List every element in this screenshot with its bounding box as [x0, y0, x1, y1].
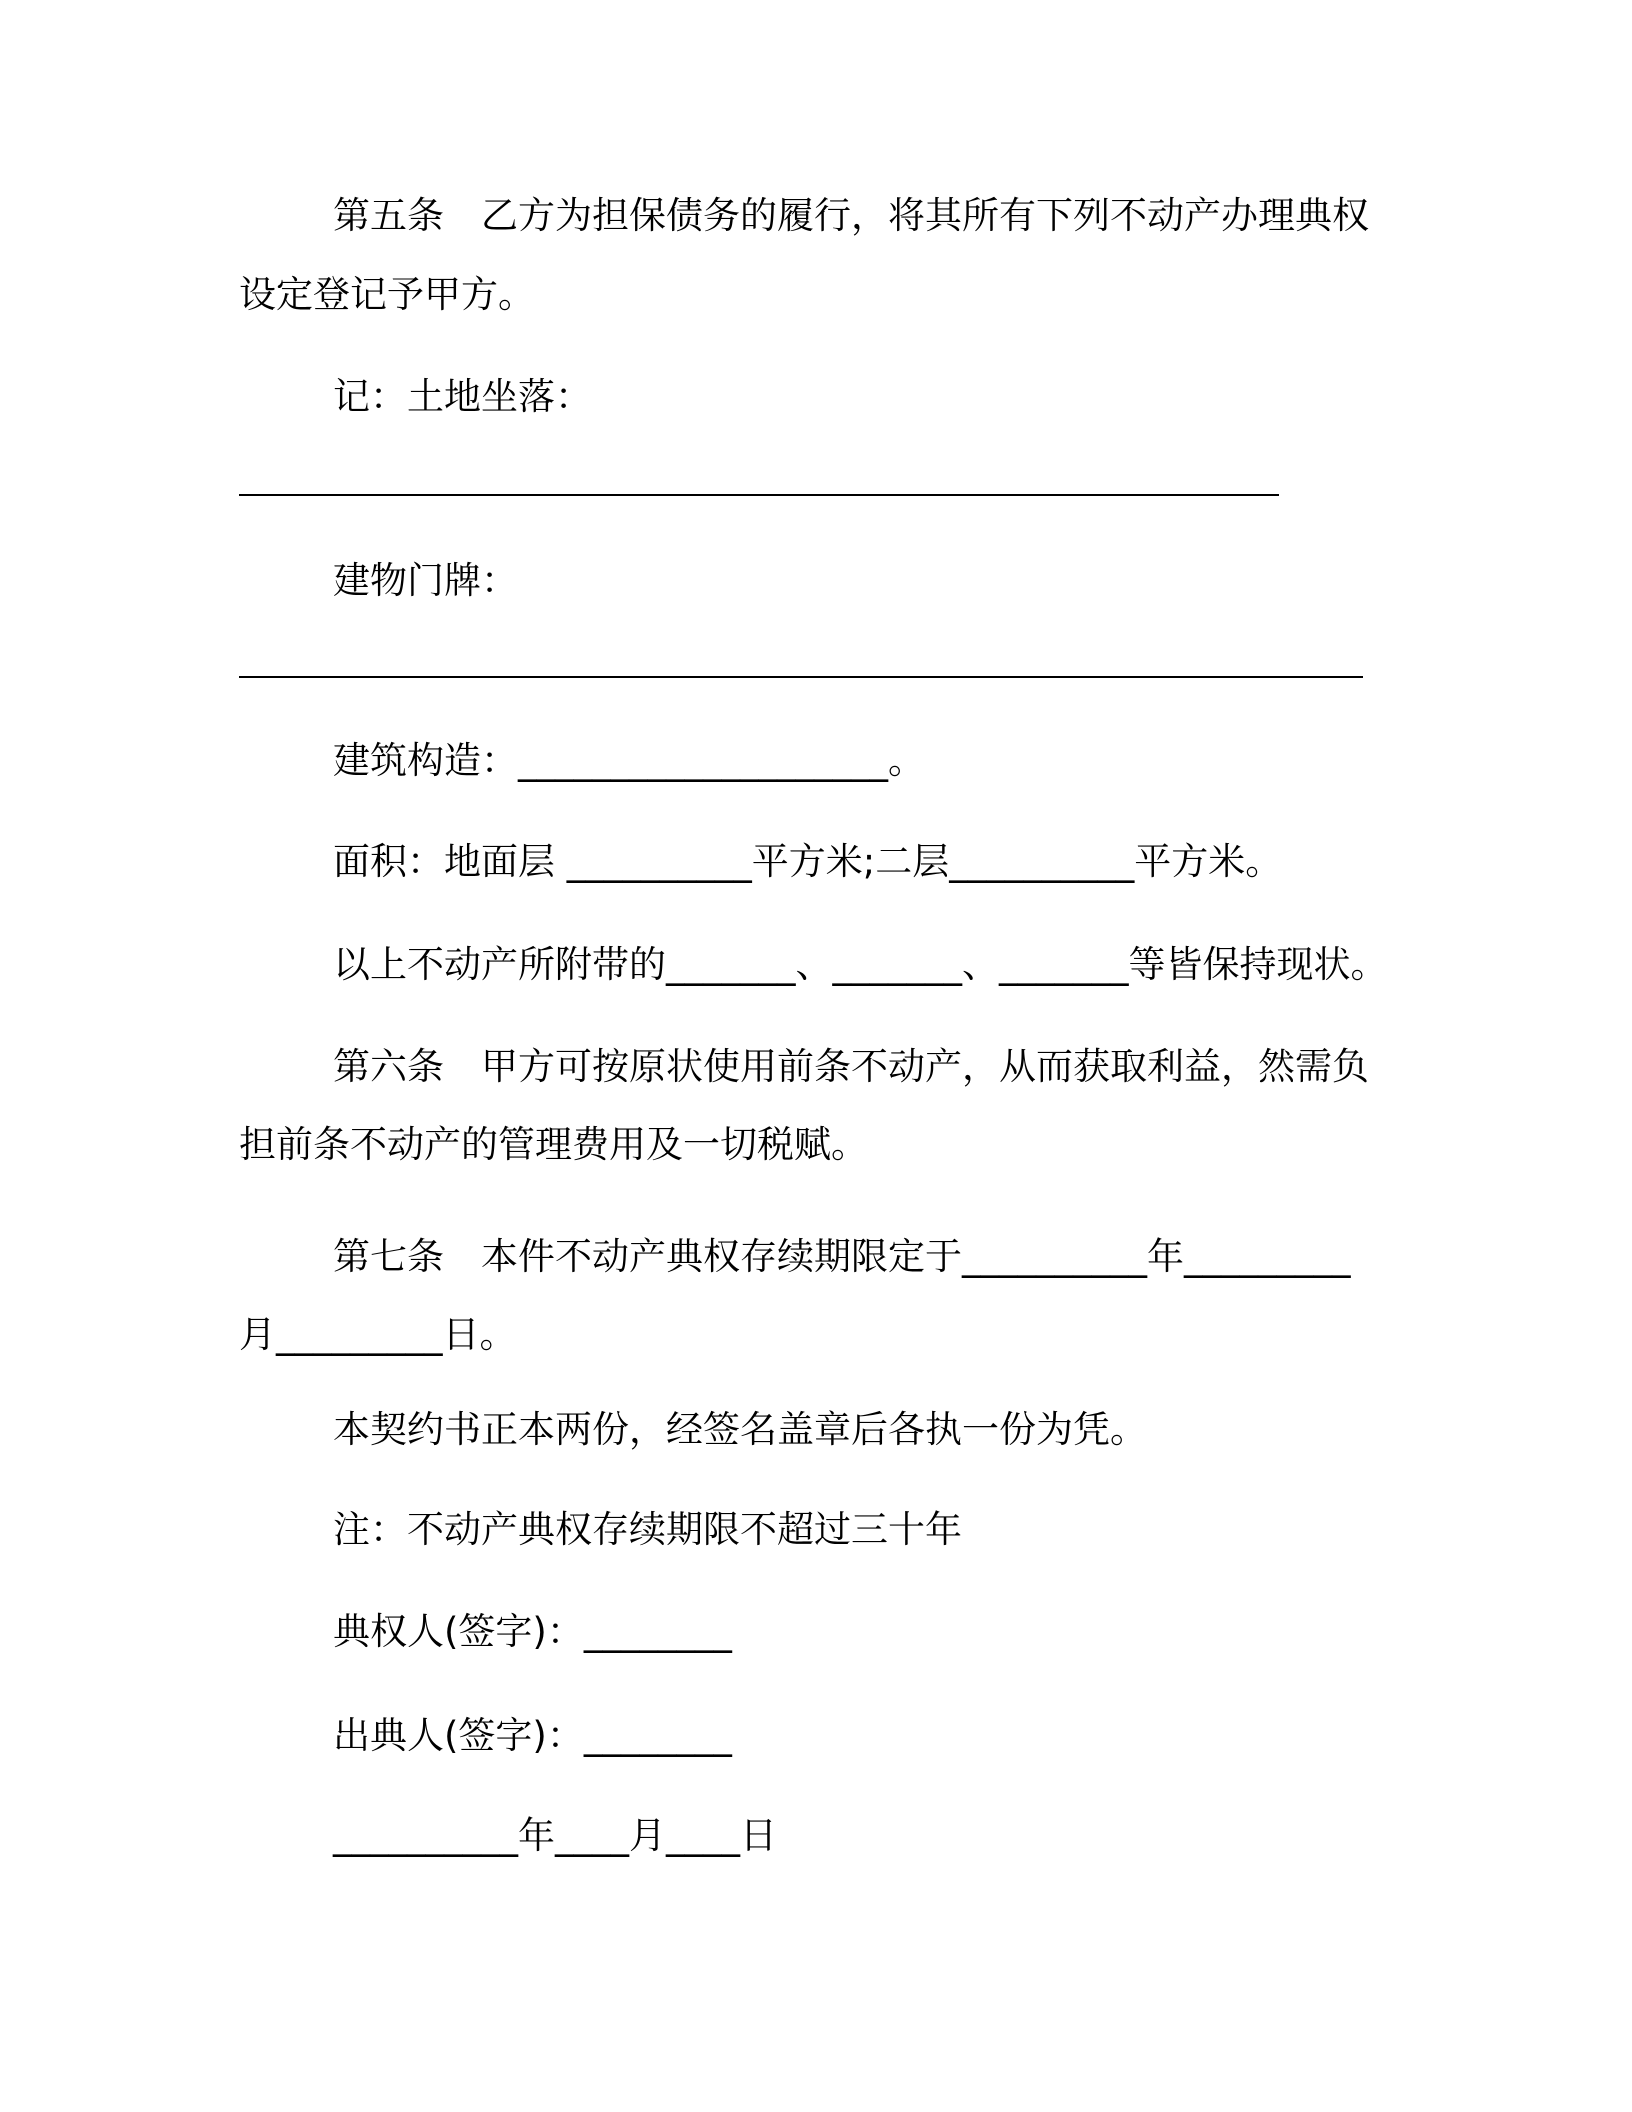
- building-number-blank: [239, 676, 1363, 678]
- building-number-label: 建物门牌：: [333, 559, 518, 602]
- article6-line2: 担前条不动产的管理费用及一切税赋。: [239, 1123, 868, 1166]
- article7-line2: 月_________日。: [239, 1313, 517, 1356]
- fixtures-line: 以上不动产所附带的_______、_______、_______等皆保持现状。: [333, 943, 1388, 986]
- article5-line1: 第五条 乙方为担保债务的履行，将其所有下列不动产办理典权: [333, 194, 1369, 237]
- area-line: 面积：地面层 __________平方米;二层__________平方米。: [333, 840, 1283, 883]
- date-line: __________年____月____日: [333, 1814, 777, 1857]
- note-line: 注：不动产典权存续期限不超过三十年: [333, 1508, 962, 1551]
- article5-line2: 设定登记予甲方。: [239, 273, 535, 316]
- building-structure-line: 建筑构造：____________________。: [333, 739, 925, 782]
- mortgagee-signature-line: 典权人(签字)：________: [333, 1610, 732, 1653]
- article7-line1: 第七条 本件不动产典权存续期限定于__________年_________: [333, 1235, 1351, 1278]
- copies-line: 本契约书正本两份，经签名盖章后各执一份为凭。: [333, 1408, 1147, 1451]
- mortgagor-signature-line: 出典人(签字)：________: [333, 1714, 732, 1757]
- land-location-blank: [239, 494, 1279, 496]
- land-location-label: 记：土地坐落：: [333, 375, 592, 418]
- article6-line1: 第六条 甲方可按原状使用前条不动产，从而获取利益，然需负: [333, 1045, 1369, 1088]
